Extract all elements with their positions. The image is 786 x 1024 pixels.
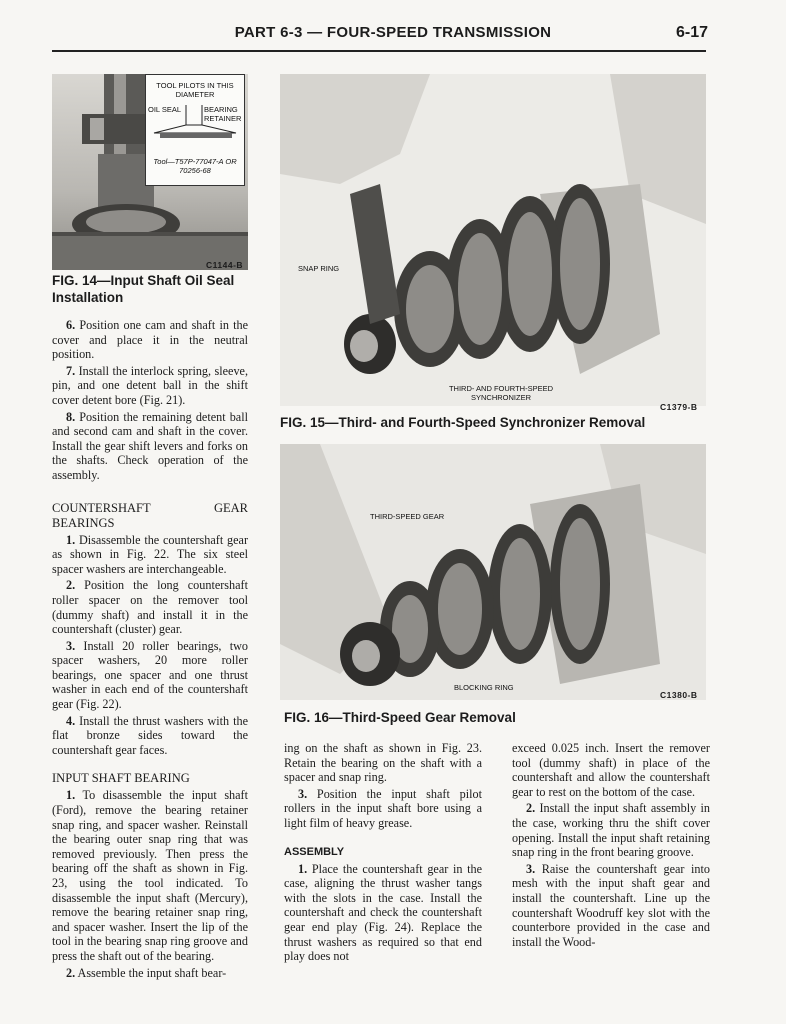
- paragraph-input-2: 2. Assemble the input shaft bear-: [66, 965, 227, 980]
- paragraph-input-3: 3. Position the input shaft pilot rollers in the input shaft bore using a light film of heavy grease.: [284, 786, 482, 830]
- paragraph-col2-continuation: ing on the shaft as shown in Fig. 23. Retain the bearing on the shaft with a spacer and snap ring.: [284, 741, 482, 785]
- paragraph-assembly-1: 1. Place the countershaft gear in the case, aligning the thrust washer tangs with the slots in the case. Install the countershaft and check the countershaft gear end play (Fig. 24). Replace the thrust washers as required so that end play does not: [284, 861, 483, 964]
- column-1: [52, 318, 248, 982]
- fig15-gear-illustration: [280, 74, 706, 406]
- fig14-callout-box: [145, 74, 245, 186]
- paragraph-input-1: 1. To disassemble the input shaft (Ford), remove the bearing retainer snap ring, and spacer washer. Reinstall the bearing outer snap ring that was removed previously. Then press the bearing off the shaft as shown in Fig. 23, using the tool indicated. To disassemble the input shaft (Mercury), remove the bearing retainer snap ring, and spacer washer. Insert the lip of the tool in the bearing snap ring groove and press the shaft out of the bearing.: [52, 788, 249, 963]
- paragraph-countershaft-1: 1. Disassemble the countershaft gear as shown in Fig. 22. The six steel spacer washers are interchangeable.: [52, 532, 249, 576]
- page-header-title: PART 6-3 — FOUR-SPEED TRANSMISSION: [234, 24, 552, 41]
- paragraph-countershaft-3: 3. Install 20 roller bearings, two spacer washers, 20 more roller bearings, one spacer and one thrust washer in each end of the countershaft gear (Fig. 22).: [52, 638, 248, 712]
- heading-assembly: ASSEMBLY: [284, 845, 345, 858]
- page-number: 6-17: [675, 24, 708, 41]
- fig16-photo: [280, 444, 706, 700]
- paragraph-countershaft-4: 4. Install the thrust washers with the flat bronze sides toward the countershaft gear faces.: [52, 713, 249, 757]
- fig14-callout-bearing-retainer: BEARING RETAINER: [204, 105, 242, 123]
- fig14-code: C1144-B: [206, 260, 244, 270]
- fig15-callout-snap-ring: SNAP RING: [298, 264, 340, 273]
- column-2: [284, 741, 482, 966]
- fig15-callout-synchronizer: THIRD- AND FOURTH-SPEED SYNCHRONIZER: [448, 384, 554, 402]
- fig14-callout-tool-pilots: TOOL PILOTS IN THIS DIAMETER: [156, 81, 234, 99]
- paragraph-col3-continuation: exceed 0.025 inch. Insert the remover tool (dummy shaft) in place of the countershaft and allow the countershaft gear to rest on the bottom of the case.: [512, 741, 710, 799]
- paragraph-step-8: 8. Position the remaining detent ball and second cam and shaft in the cover. Install the gear shift levers and forks on the shafts. Check operation of the assembly.: [52, 409, 248, 482]
- fig14-caption: FIG. 14—Input Shaft Oil Seal Installation: [52, 273, 235, 305]
- heading-input-shaft-bearing: INPUT SHAFT BEARING: [52, 771, 190, 786]
- paragraph-assembly-2: 2. Install the input shaft assembly in the case, working thru the shift cover opening. Install the input shaft retaining snap ring in the front bearing groove.: [512, 801, 711, 860]
- fig16-callout-blocking-ring: BLOCKING RING: [454, 683, 514, 692]
- paragraph-countershaft-2: 2. Position the long countershaft roller spacer on the remover tool (dummy shaft) and install it in the countershaft (cluster) gear.: [52, 578, 248, 637]
- fig16-callout-third-speed-gear: THIRD-SPEED GEAR: [370, 512, 445, 521]
- fig15-photo: [280, 74, 706, 406]
- fig14-callout-tool: Tool—T57P-77047-A OR 70256-68: [153, 157, 237, 175]
- fig14-callout-oil-seal: OIL SEAL: [148, 105, 182, 114]
- column-3: [512, 741, 710, 951]
- paragraph-step-7: 7. Install the interlock spring, sleeve, pin, and one detent ball in the shift cover detent bore (Fig. 21).: [52, 363, 248, 407]
- fig15-caption: FIG. 15—Third- and Fourth-Speed Synchronizer Removal: [280, 415, 646, 430]
- header-rule: [52, 50, 706, 52]
- fig16-caption: FIG. 16—Third-Speed Gear Removal: [284, 710, 516, 725]
- fig16-gear-illustration: [280, 444, 706, 700]
- paragraph-step-6: 6. Position one cam and shaft in the cover and place it in the neutral position.: [52, 318, 249, 362]
- paragraph-assembly-3: 3. Raise the countershaft gear into mesh with the input shaft gear and install the countershaft. Line up the countershaft Woodruff key slot with the counterbore provided in the case and install the Wood-: [512, 861, 710, 949]
- fig14-tool-diagram: [146, 103, 244, 143]
- heading-countershaft-gear-bearings: COUNTERSHAFT GEAR BEARINGS: [52, 500, 248, 530]
- fig16-code: C1380-B: [660, 690, 698, 700]
- fig15-code: C1379-B: [660, 402, 698, 412]
